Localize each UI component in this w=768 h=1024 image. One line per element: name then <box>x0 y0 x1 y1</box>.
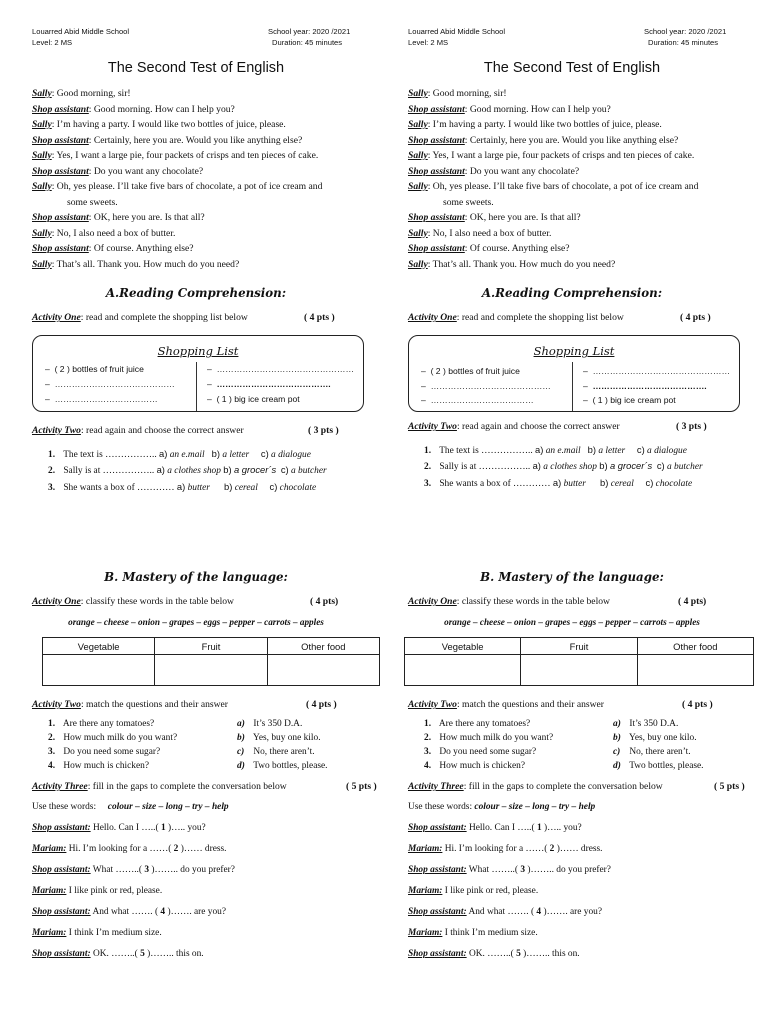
a-activity-two: Activity Two: read again and choose the correct answer ( 3 pts ) <box>408 421 707 432</box>
section-b-title: B. Mastery of the language: <box>480 570 664 584</box>
word-list: orange – cheese – onion – grapes – eggs – pepper – carrots – apples <box>68 617 324 627</box>
list-item: – …………………………………. <box>207 379 331 389</box>
school-year: School year: 2020 /2021 <box>268 27 351 36</box>
dialogue-line: Shop assistant: OK, here you are. Is that all? <box>32 212 205 223</box>
answer-cell[interactable] <box>43 655 155 686</box>
conversation-line: Mariam: Hi. I’m looking for a ……( 2 )…… dress. <box>32 844 227 854</box>
list-item: – ……………………………… <box>45 394 158 404</box>
conversation-line: Mariam: Hi. I’m looking for a ……( 2 )…… dress. <box>408 844 603 854</box>
shopping-list-title: Shopping List <box>157 344 239 358</box>
dialogue-line: Sally: That’s all. Thank you. How much do you need? <box>408 258 616 270</box>
school-year: School year: 2020 /2021 <box>644 27 727 36</box>
list-item: – ( 1 ) big ice cream pot <box>207 394 300 404</box>
match-answer: a) It’s 350 D.A. <box>613 719 679 729</box>
dialogue-line: Shop assistant: OK, here you are. Is that all? <box>408 212 581 223</box>
conversation-line: Shop assistant: And what ……. ( 4 )……. are you? <box>32 907 227 917</box>
dialogue-line: Shop assistant: Good morning. How can I help you? <box>408 103 611 115</box>
shopping-list-box <box>408 335 740 412</box>
dialogue-line: Sally: Yes, I want a large pie, four packets of crisps and ten pieces of cake. <box>32 150 319 161</box>
list-item: – …………………………………… <box>421 381 551 391</box>
answer-cell[interactable] <box>155 655 267 686</box>
dialogue-line: Sally: Yes, I want a large pie, four packets of crisps and ten pieces of cake. <box>408 150 695 161</box>
a-activity-two: Activity Two: read again and choose the correct answer ( 3 pts ) <box>32 425 339 436</box>
answer-cell[interactable] <box>521 655 637 686</box>
list-item: – ……………………………… <box>421 395 534 405</box>
conversation-line: Mariam: I think I’m medium size. <box>32 928 162 938</box>
match-question: 3. Do you need some sugar? <box>424 747 537 757</box>
use-words: Use these words: colour – size – long – try – help <box>408 802 596 812</box>
answer-cell[interactable] <box>405 655 521 686</box>
conversation-line: Mariam: I like pink or red, please. <box>408 886 539 896</box>
duration: Duration: 45 minutes <box>648 38 719 47</box>
conversation-line: Shop assistant: OK. ……..( 5 )…….. this on. <box>408 949 580 959</box>
list-item: – ( 2 ) bottles of fruit juice <box>45 364 144 374</box>
list-item: – ………………………………………… <box>583 366 731 376</box>
dialogue <box>32 86 377 272</box>
b-activity-two: Activity Two: match the questions and their answer ( 4 pts ) <box>408 699 713 710</box>
shopping-list-box <box>32 335 364 412</box>
list-item: – ( 1 ) big ice cream pot <box>583 395 676 405</box>
match-question: 1. Are there any tomatoes? <box>48 719 155 729</box>
b-activity-one: Activity One: classify these words in the table below ( 4 pts) <box>408 596 707 607</box>
divider <box>196 362 197 411</box>
dialogue-line: Sally: Good morning, sir! <box>408 88 507 99</box>
dialogue-line: Sally: Good morning, sir! <box>32 88 131 99</box>
section-b-title: B. Mastery of the language: <box>104 570 288 584</box>
match-question: 4. How much is chicken? <box>48 761 149 771</box>
dialogue-line: Sally: Oh, yes please. I’ll take five bars of chocolate, a pot of ice cream and <box>408 181 699 192</box>
conversation-line: Mariam: I think I’m medium size. <box>408 928 538 938</box>
conversation-line: Mariam: I like pink or red, please. <box>32 886 163 896</box>
a-activity-one: Activity One: read and complete the shopping list below ( 4 pts ) <box>32 312 335 323</box>
match-answer: b) Yes, buy one kilo. <box>613 733 697 743</box>
conversation-line: Shop assistant: What ……..( 3 )…….. do you prefer? <box>32 865 235 875</box>
duration: Duration: 45 minutes <box>272 38 343 47</box>
conversation-line: Shop assistant: And what ……. ( 4 )……. are you? <box>408 907 603 917</box>
shopping-list-title: Shopping List <box>533 344 615 358</box>
dialogue-line: Shop assistant: Of course. Anything else? <box>32 243 194 254</box>
use-words: Use these words: colour – size – long – try – help <box>32 802 229 812</box>
list-item: – ( 2 ) bottles of fruit juice <box>421 366 520 376</box>
dialogue-line: Shop assistant: Of course. Anything else? <box>408 243 570 254</box>
b-activity-three: Activity Three: fill in the gaps to complete the conversation below ( 5 pts ) <box>32 781 377 792</box>
col-header-fruit: Fruit <box>155 638 267 655</box>
level: Level: 2 MS <box>32 38 73 47</box>
match-question: 4. How much is chicken? <box>424 761 525 771</box>
dialogue-line: Sally: I’m having a party. I would like two bottles of juice, please. <box>32 119 286 130</box>
b-activity-one: Activity One: classify these words in the table below ( 4 pts) <box>32 596 339 607</box>
classify-table <box>42 637 380 686</box>
test-page-right <box>386 0 758 1024</box>
school-name: Louarred Abid Middle School <box>32 27 130 36</box>
dialogue-line: Sally: Oh, yes please. I’ll take five bars of chocolate, a pot of ice cream and <box>32 181 323 192</box>
match-answer: b) Yes, buy one kilo. <box>237 733 321 743</box>
section-a-title: A.Reading Comprehension: <box>105 286 287 300</box>
match-answer: c) No, there aren’t. <box>237 747 315 757</box>
mc-question: 1. The text is …………….. a) an e.mail b) a letter c) a dialogue <box>48 448 311 460</box>
divider <box>572 362 573 411</box>
dialogue-line: some sweets. <box>67 196 118 208</box>
col-header-vegetable: Vegetable <box>405 638 521 655</box>
mc-question: 2. Sally is at …………….. a) a clothes shop b) a grocer´s c) a butcher <box>48 464 327 476</box>
dialogue-line: Sally: No, I also need a box of butter. <box>408 227 552 239</box>
page-title: The Second Test of English <box>107 60 285 76</box>
col-header-fruit: Fruit <box>521 638 637 655</box>
level: Level: 2 MS <box>408 38 449 47</box>
conversation-line: Shop assistant: OK. ……..( 5 )…….. this on. <box>32 949 204 959</box>
col-header-other-food: Other food <box>637 638 753 655</box>
dialogue-line: Shop assistant: Certainly, here you are. Would you like anything else? <box>32 134 303 146</box>
word-list: orange – cheese – onion – grapes – eggs – pepper – carrots – apples <box>444 617 700 627</box>
match-answer: a) It’s 350 D.A. <box>237 719 303 729</box>
list-item: – …………………………………… <box>45 379 175 389</box>
b-activity-two: Activity Two: match the questions and their answer ( 4 pts ) <box>32 699 337 710</box>
conversation-line: Shop assistant: Hello. Can I …..( 1 )….. you? <box>408 823 582 833</box>
a-activity-one: Activity One: read and complete the shopping list below ( 4 pts ) <box>408 312 711 323</box>
mc-question: 2. Sally is at …………….. a) a clothes shop b) a grocer´s c) a butcher <box>424 460 703 472</box>
dialogue-line: Shop assistant: Good morning. How can I help you? <box>32 103 235 115</box>
dialogue-line: Sally: No, I also need a box of butter. <box>32 227 176 239</box>
school-name: Louarred Abid Middle School <box>408 27 506 36</box>
answer-cell[interactable] <box>637 655 753 686</box>
classify-table <box>404 637 754 686</box>
dialogue-line: Sally: That’s all. Thank you. How much do you need? <box>32 258 240 270</box>
dialogue <box>408 86 753 272</box>
dialogue-line: Shop assistant: Do you want any chocolate? <box>408 165 580 177</box>
conversation-line: Shop assistant: What ……..( 3 )…….. do you prefer? <box>408 865 611 875</box>
dialogue-line: Sally: I’m having a party. I would like two bottles of juice, please. <box>408 119 662 130</box>
match-question: 3. Do you need some sugar? <box>48 747 161 757</box>
answer-cell[interactable] <box>267 655 379 686</box>
match-answer: d) Two bottles, please. <box>613 761 704 771</box>
dialogue-line: Shop assistant: Do you want any chocolate? <box>32 165 204 177</box>
conversation-line: Shop assistant: Hello. Can I …..( 1 )….. you? <box>32 823 206 833</box>
match-answer: d) Two bottles, please. <box>237 761 328 771</box>
page-title: The Second Test of English <box>483 60 661 76</box>
match-answer: c) No, there aren’t. <box>613 747 691 757</box>
b-activity-three: Activity Three: fill in the gaps to complete the conversation below ( 5 pts ) <box>408 781 745 792</box>
section-a-title: A.Reading Comprehension: <box>481 286 663 300</box>
match-question: 2. How much milk do you want? <box>48 733 178 743</box>
col-header-vegetable: Vegetable <box>43 638 155 655</box>
dialogue-line: Shop assistant: Certainly, here you are. Would you like anything else? <box>408 134 679 146</box>
test-page-left <box>10 0 382 1024</box>
dialogue-line: some sweets. <box>443 196 494 208</box>
mc-question: 3. She wants a box of ………… a) butter b) cereal c) chocolate <box>48 481 317 493</box>
list-item: – ………………………………………… <box>207 364 355 374</box>
match-question: 2. How much milk do you want? <box>424 733 554 743</box>
match-question: 1. Are there any tomatoes? <box>424 719 531 729</box>
col-header-other-food: Other food <box>267 638 379 655</box>
mc-question: 3. She wants a box of ………… a) butter b) cereal c) chocolate <box>424 477 693 489</box>
mc-question: 1. The text is …………….. a) an e.mail b) a letter c) a dialogue <box>424 444 687 456</box>
list-item: – …………………………………. <box>583 381 707 391</box>
